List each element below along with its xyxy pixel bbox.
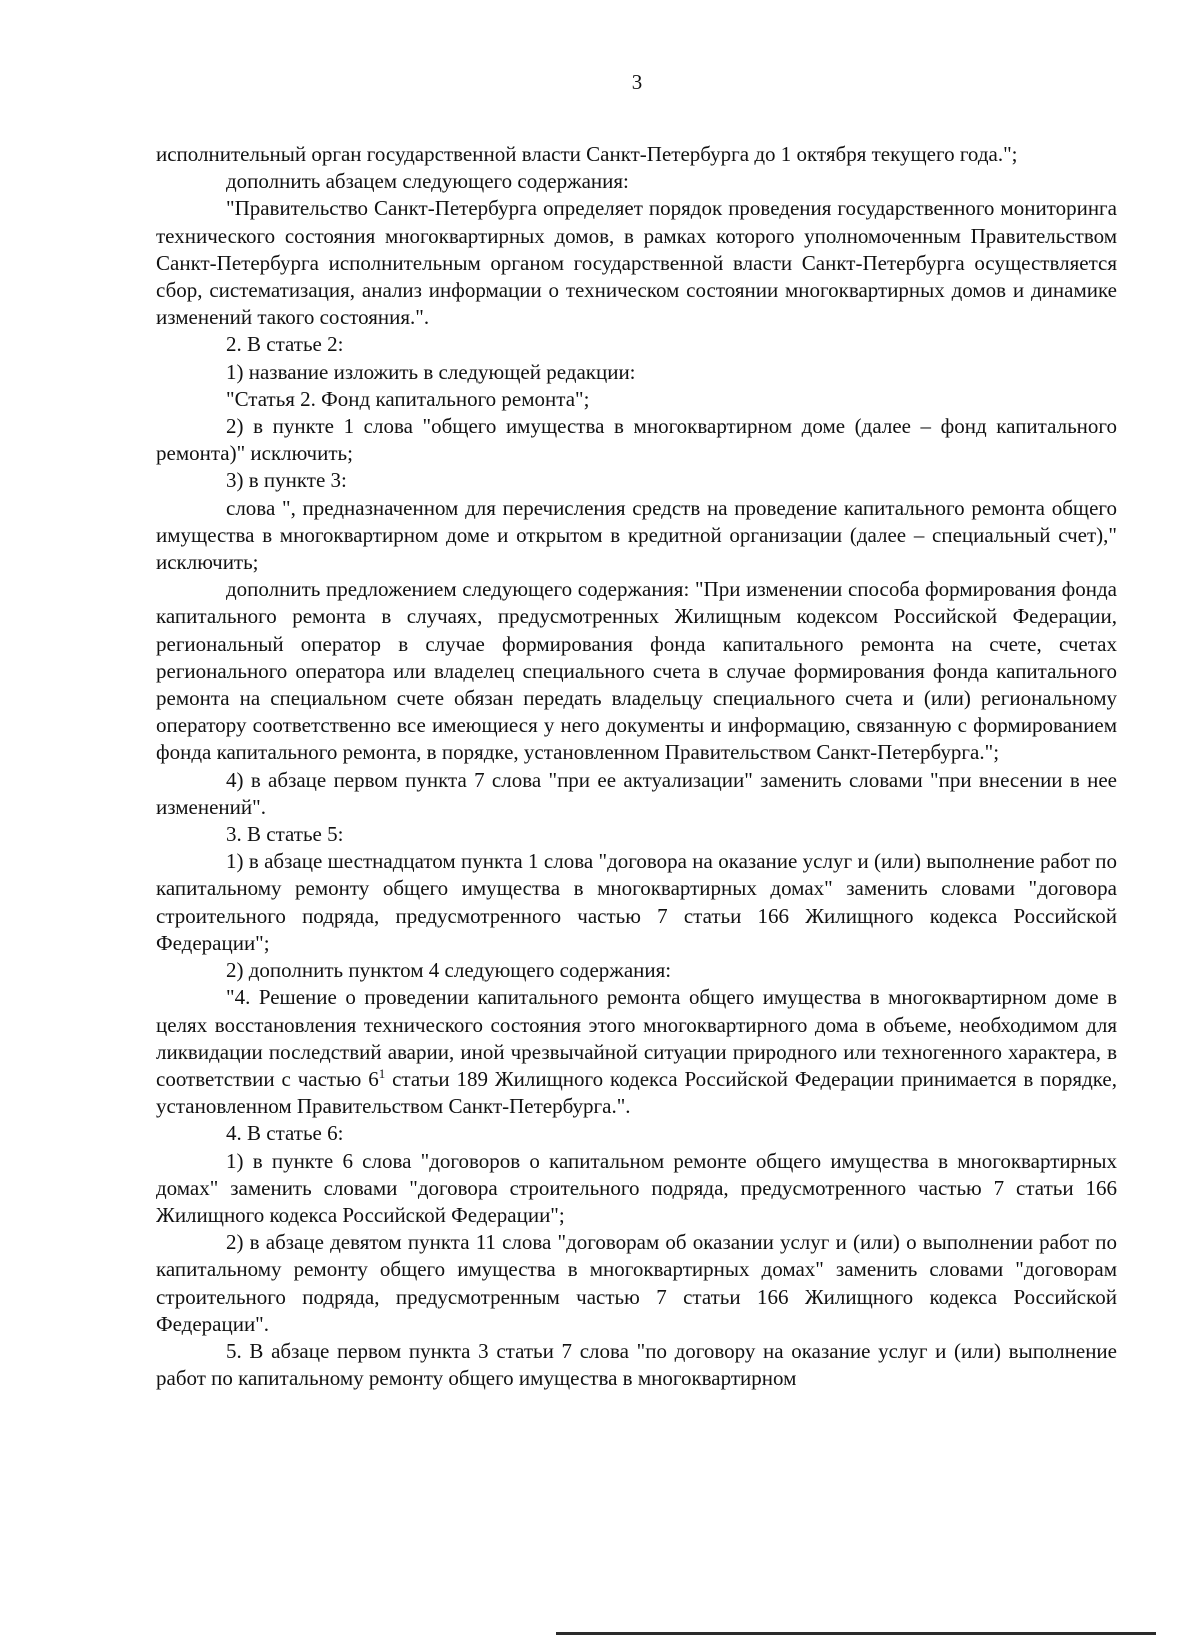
paragraph-6: "Статья 2. Фонд капитального ремонта"; <box>226 386 590 411</box>
document-body <box>156 141 1117 1392</box>
paragraph-12: 3. В статье 5: <box>226 822 344 847</box>
paragraph-1: исполнительный орган государственной власти Санкт-Петербурга до 1 октября текущего года."; <box>156 142 1018 166</box>
paragraph-8: 3) в пункте 3: <box>226 468 347 493</box>
paragraph-5: 1) название изложить в следующей редакции: <box>226 359 636 384</box>
paragraph-17: 1) в пункте 6 слова "договоров о капитальном ремонте общего имущества в многоквартирных домах" заменить словами "договора строительного подряда, предусмотренного частью 7 статьи 166 Жилищного кодекса Российской Федерации"; <box>156 1148 1117 1227</box>
paragraph-15-text-before: "4. Решение о проведении капитального ремонта общего имущества в многоквартирном доме в целях восстановления технического состояния этого многоквартирного дома в объеме, необходимом для ликвидации последствий аварии, иной чрезвычайной ситуации природного или техногенного характера, в соответствии с частью 6 <box>156 985 1117 1091</box>
paragraph-7: 2) в пункте 1 слова "общего имущества в многоквартирном доме (далее – фонд капитального ремонта)" исключить; <box>156 414 1117 466</box>
paragraph-11: 4) в абзаце первом пункта 7 слова "при ее актуализации" заменить словами "при внесении в нее изменений". <box>156 767 1117 819</box>
paragraph-18: 2) в абзаце девятом пункта 11 слова "договорам об оказании услуг и (или) о выполнении работ по капитальному ремонту общего имущества в многоквартирных домах" заменить словами "договорам строительного подряда, предусмотренным частью 7 статьи 166 Жилищного кодекса Российской Федерации". <box>156 1230 1117 1336</box>
paragraph-15 <box>156 984 1117 1120</box>
paragraph-15-text-after: статьи 189 Жилищного кодекса Российской Федерации принимается в порядке, установленном Правительством Санкт-Петербурга.". <box>156 1066 1118 1119</box>
page-number: 3 <box>631 70 643 94</box>
superscript-one: 1 <box>378 1065 386 1081</box>
paragraph-16: 4. В статье 6: <box>226 1121 344 1146</box>
paragraph-14: 2) дополнить пунктом 4 следующего содержания: <box>226 958 672 983</box>
paragraph-19: 5. В абзаце первом пункта 3 статьи 7 слова "по договору на оказание услуг и (или) выполнение работ по капитальному ремонту общего имущества в многоквартирном <box>156 1338 1117 1391</box>
paragraph-10: дополнить предложением следующего содержания: "При изменении способа формирования фонда капитального ремонта в случаях, предусмотренных Жилищным кодексом Российской Федерации, региональный оператор в случае формирования фонда капитального ремонта на счете, счетах регионального оператора или владелец специального счета в случае формирования фонда капитального ремонта на специальном счете обязан передать владельцу специального счета и (или) региональному оператору соответственно все имеющиеся у него документы и информацию, связанную с формированием фонда капитального ремонта, в порядке, установленном Правительством Санкт-Петербурга."; <box>156 577 1117 765</box>
paragraph-4: 2. В статье 2: <box>226 332 344 357</box>
paragraph-13: 1) в абзаце шестнадцатом пункта 1 слова "договора на оказание услуг и (или) выполнение работ по капитальному ремонту общего имущества в многоквартирных домах" заменить словами "договора строительного подряда, предусмотренного частью 7 статьи 166 Жилищного кодекса Российской Федерации"; <box>156 849 1117 955</box>
paragraph-3: "Правительство Санкт-Петербурга определяет порядок проведения государственного мониторинга технического состояния многоквартирных домов, в рамках которого уполномоченным Правительством Санкт-Петербурга исполнительным органом государственной власти Санкт-Петербурга осуществляется сбор, систематизация, анализ информации о техническом состоянии многоквартирных домов и динамике изменений такого состояния.". <box>156 196 1117 330</box>
paragraph-2: дополнить абзацем следующего содержания: <box>226 169 629 194</box>
paragraph-9: слова ", предназначенном для перечисления средств на проведение капитального ремонта общего имущества в многоквартирном доме и открытом в кредитной организации (далее – специальный счет)," исключить; <box>156 495 1117 575</box>
scan-edge-line <box>556 1632 1156 1635</box>
